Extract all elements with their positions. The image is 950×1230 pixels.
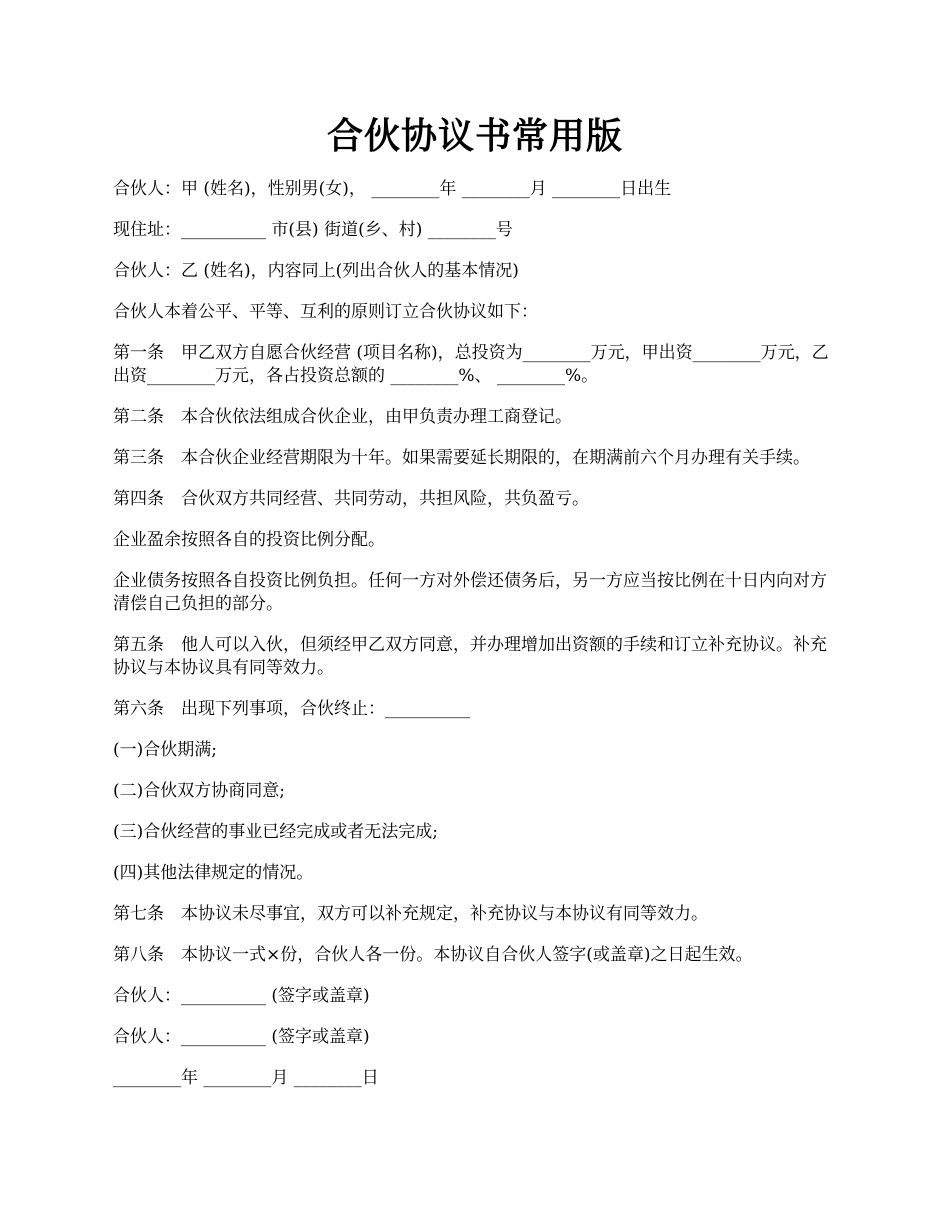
- signature-line-2: 合伙人：__________ (签字或盖章): [113, 1027, 370, 1047]
- profit-distribution: 企业盈余按照各自的投资比例分配。: [113, 530, 385, 550]
- party-b-info: 合伙人：乙 (姓名)，内容同上(列出合伙人的基本情况): [113, 261, 519, 281]
- agreement-intro: 合伙人本着公平、平等、互利的原则订立合伙协议如下：: [113, 302, 538, 322]
- termination-item-3: (三)合伙经营的事业已经完成或者无法完成;: [113, 822, 438, 842]
- termination-item-1: (一)合伙期满;: [113, 740, 217, 760]
- article-5: 第五条 他人可以入伙，但须经甲乙双方同意，并办理增加出资额的手续和订立补充协议。补充协议与本协议具有同等效力。: [113, 635, 827, 678]
- party-a-address: 现住址：__________ 市(县) 街道(乡、村) ________号: [113, 220, 513, 240]
- article-7: 第七条 本协议未尽事宜，双方可以补充规定，补充协议与本协议有同等效力。: [113, 904, 708, 924]
- document-body: [113, 178, 843, 1108]
- termination-item-2: (二)合伙双方协商同意;: [113, 781, 285, 801]
- signing-date: ________年 ________月 ________日: [113, 1068, 379, 1088]
- article-1: 第一条 甲乙双方自愿合伙经营 (项目名称)，总投资为________万元，甲出资________万元，乙出资________万元，各占投资总额的 ________%、 ________%。: [113, 343, 829, 386]
- article-6: 第六条 出现下列事项，合伙终止：__________: [113, 699, 470, 719]
- document-title: 合伙协议书常用版: [326, 115, 623, 157]
- debt-allocation: 企业债务按照各自投资比例负担。任何一方对外偿还债务后，另一方应当按比例在十日内向对方清偿自己负担的部分。: [113, 571, 827, 614]
- signature-line-1: 合伙人：__________ (签字或盖章): [113, 986, 370, 1006]
- article-2: 第二条 本合伙依法组成合伙企业，由甲负责办理工商登记。: [113, 407, 572, 427]
- article-4: 第四条 合伙双方共同经营、共同劳动，共担风险，共负盈亏。: [113, 489, 589, 509]
- party-a-info: 合伙人：甲 (姓名)，性别男(女)， ________年 ________月 ________日出生: [113, 179, 672, 199]
- termination-item-4: (四)其他法律规定的情况。: [113, 863, 314, 883]
- article-8: 第八条 本协议一式×份，合伙人各一份。本协议自合伙人签字(或盖章)之日起生效。: [113, 945, 753, 965]
- article-3: 第三条 本合伙企业经营期限为十年。如果需要延长期限的，在期满前六个月办理有关手续。: [113, 448, 810, 468]
